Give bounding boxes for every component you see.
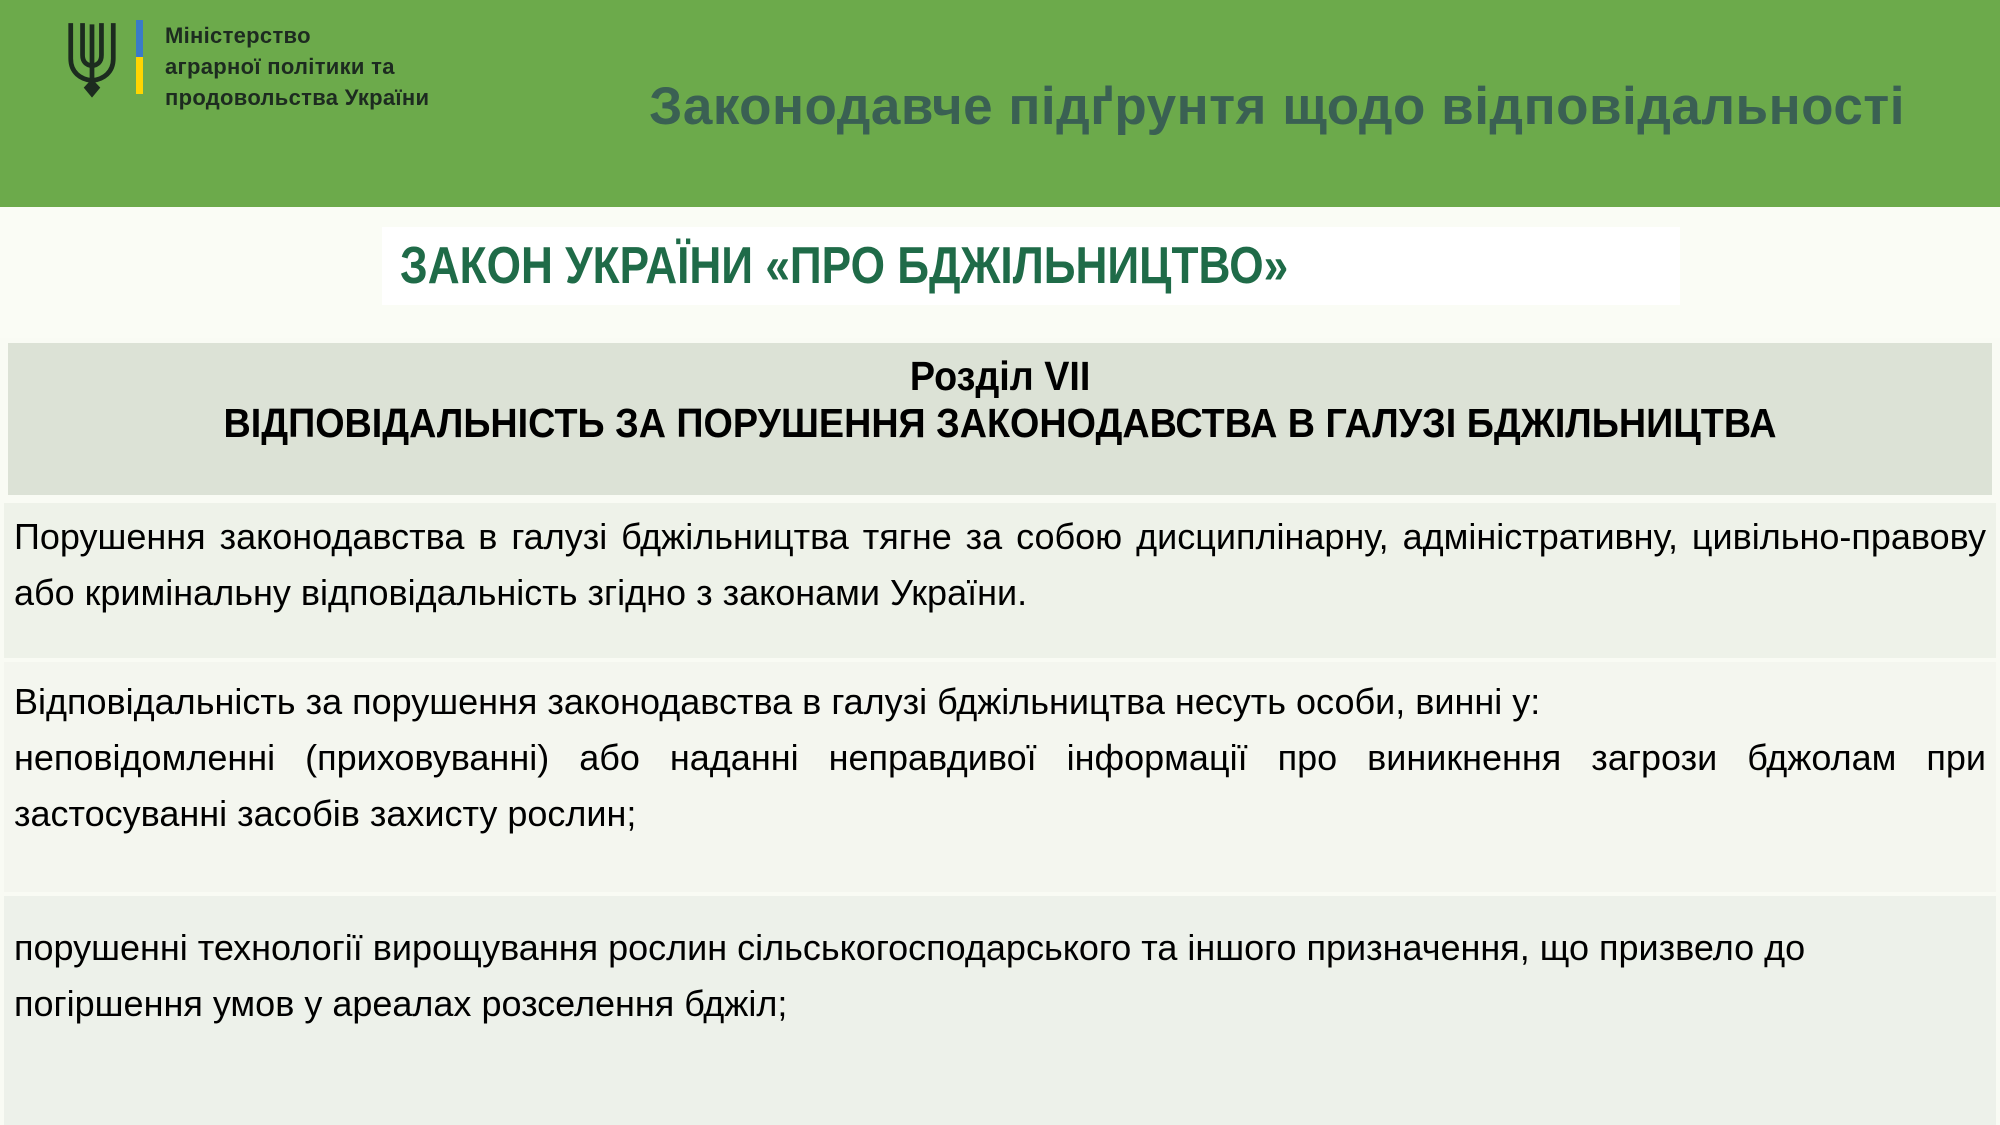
paragraph-block-3	[4, 896, 1996, 1125]
ukraine-trident-icon	[62, 22, 122, 100]
paragraph-2-intro: Відповідальність за порушення законодавства в галузі бджільництва несуть особи, винні у:	[14, 681, 1541, 722]
paragraph-1-text: Порушення законодавства в галузі бджільництва тягне за собою дисциплінарну, адміністративну, цивільно-правову або кримінальну відповідальність згідно з законами України.	[14, 516, 1986, 613]
ministry-brand	[62, 16, 429, 113]
paragraph-2-text: неповідомленні (приховуванні) або наданні неправдивої інформації про виникнення загрози бджолам при застосуванні засобів захисту рослин;	[14, 737, 1986, 834]
header-band	[0, 0, 2000, 207]
flag-yellow-half	[136, 57, 143, 94]
paragraph-3-text: порушенні технології вирощування рослин сільськогосподарського та іншого призначення, що призвело до погіршення умов у ареалах розселення бджіл;	[14, 927, 1806, 1024]
paragraph-block-1	[4, 503, 1996, 658]
flag-blue-half	[136, 20, 143, 57]
law-title: ЗАКОН УКРАЇНИ «ПРО БДЖІЛЬНИЦТВО»	[400, 237, 1289, 295]
slide-title: Законодавче підґрунтя щодо відповідальності	[649, 77, 1905, 136]
section-title: ВІДПОВІДАЛЬНІСТЬ ЗА ПОРУШЕННЯ ЗАКОНОДАВСТВА В ГАЛУЗІ БДЖІЛЬНИЦТВА	[223, 400, 1777, 446]
ministry-name-line-1: Міністерство	[165, 23, 311, 48]
paragraph-block-2	[4, 662, 1996, 892]
law-title-band	[0, 207, 2000, 338]
ministry-name	[165, 20, 429, 113]
ministry-name-line-3: продовольства України	[165, 85, 430, 110]
ukraine-flag-bar-icon	[136, 20, 143, 94]
section-chapter: Розділ VII	[909, 353, 1091, 399]
ministry-name-line-2: аграрної політики та	[165, 54, 395, 79]
section-header	[8, 343, 1992, 495]
law-title-box	[382, 227, 1680, 305]
